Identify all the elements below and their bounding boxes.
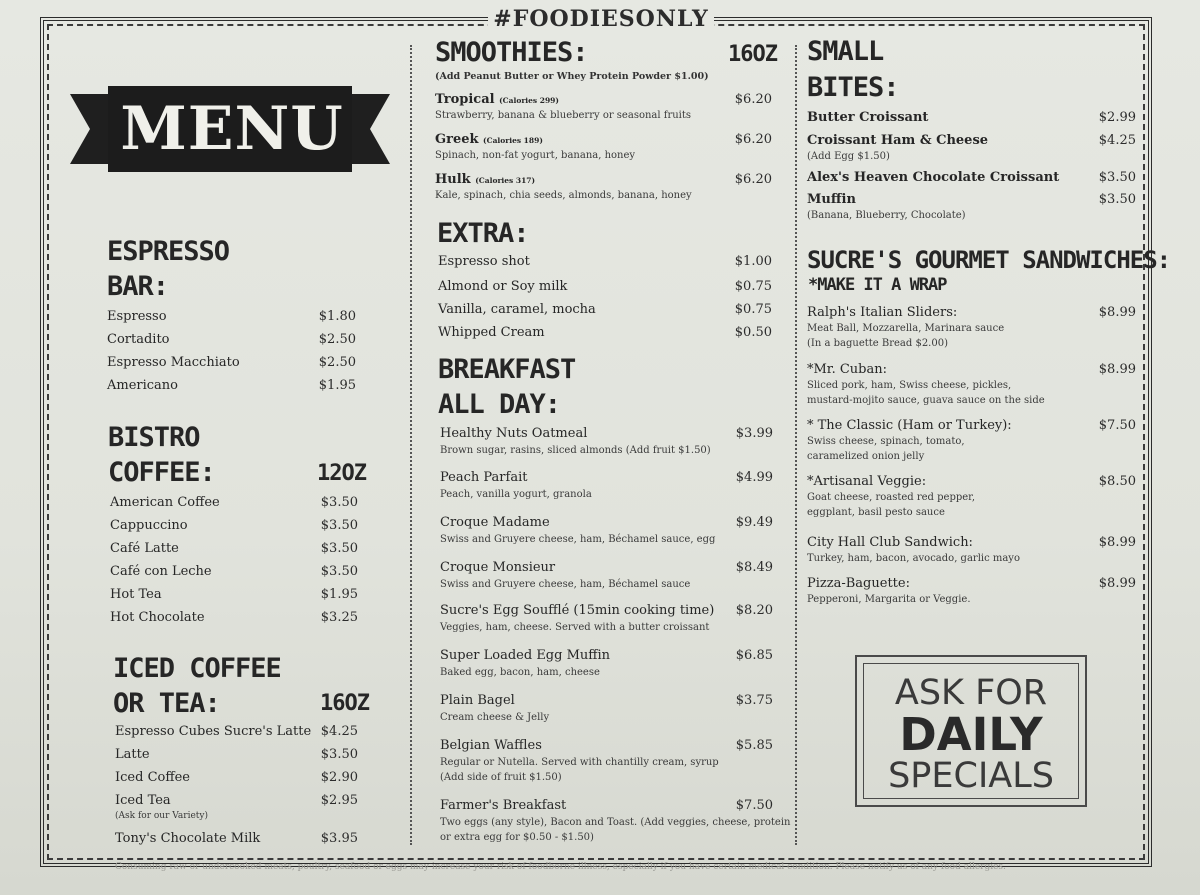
menu-item xyxy=(440,470,773,510)
menu-item-name-text: City Hall Club Sandwich: xyxy=(807,535,973,550)
menu-item-name xyxy=(115,747,150,762)
menu-item-name xyxy=(115,770,190,785)
menu-item-name xyxy=(807,418,1012,433)
menu-item-name xyxy=(807,133,988,148)
menu-item xyxy=(807,474,1136,518)
menu-item-name-text: Espresso shot xyxy=(438,254,530,269)
hashtag-label: #FOODIESONLY xyxy=(488,5,714,33)
menu-item-name-text: Hulk xyxy=(435,172,471,187)
sandwiches-subtitle: *MAKE IT A WRAP xyxy=(808,275,947,295)
menu-item-name xyxy=(440,560,555,575)
menu-item-price: $5.85 xyxy=(735,738,773,753)
menu-item-name xyxy=(440,693,515,708)
menu-item-description: Goat cheese, roasted red pepper, xyxy=(807,492,976,503)
menu-item-price: $3.99 xyxy=(735,426,773,441)
menu-item-name xyxy=(438,254,530,269)
menu-item-name xyxy=(807,110,928,125)
specials-line2: DAILY xyxy=(899,708,1043,761)
menu-item-name-text: Tropical xyxy=(435,92,495,107)
menu-item-price: $4.25 xyxy=(320,724,358,739)
menu-item-price: $8.49 xyxy=(735,560,773,575)
menu-item-name xyxy=(807,305,957,320)
menu-item-name-text: *Artisanal Veggie: xyxy=(807,474,927,489)
daily-specials-box xyxy=(855,655,1087,807)
menu-item-name xyxy=(107,309,167,324)
extra-title: EXTRA: xyxy=(437,218,529,249)
menu-item-description-2: caramelized onion jelly xyxy=(807,451,925,462)
menu-item-price: $0.50 xyxy=(734,325,772,340)
menu-item-name xyxy=(107,378,178,393)
menu-item-description: Swiss and Gruyere cheese, ham, Béchamel sauce, egg xyxy=(440,534,716,545)
menu-item-name xyxy=(438,302,596,317)
menu-item-price: $1.80 xyxy=(318,309,356,324)
menu-item-price: $1.00 xyxy=(734,254,772,269)
menu-item-description: Strawberry, banana & blueberry or seasonal fruits xyxy=(435,110,692,121)
menu-item-name xyxy=(110,495,220,510)
menu-item-name xyxy=(115,831,260,846)
menu-item-description: (Ask for our Variety) xyxy=(115,811,208,821)
menu-item-name-text: Belgian Waffles xyxy=(440,738,542,753)
menu-item-price: $8.99 xyxy=(1098,362,1136,377)
menu-item-name xyxy=(440,426,587,441)
smoothies-title: SMOOTHIES: xyxy=(435,37,588,68)
menu-item-name xyxy=(110,610,205,625)
bistro-coffee-title: BISTRO xyxy=(108,422,200,453)
menu-item-price: $3.25 xyxy=(320,610,358,625)
menu-item-price: $8.99 xyxy=(1098,576,1136,591)
menu-item-name-text: Hot Chocolate xyxy=(110,610,205,625)
menu-item-price: $2.50 xyxy=(318,355,356,370)
menu-item xyxy=(807,418,1136,462)
menu-item xyxy=(440,738,773,783)
menu-item xyxy=(440,693,773,733)
menu-item-description-2: (Add side of fruit $1.50) xyxy=(440,772,562,783)
menu-item-description: Veggies, ham, cheese. Served with a butter croissant xyxy=(440,622,710,633)
menu-item-name-text: Butter Croissant xyxy=(807,110,929,125)
menu-item xyxy=(807,305,1136,349)
menu-item-description: Regular or Nutella. Served with chantilly cream, syrup xyxy=(440,757,719,768)
iced-title-line2: OR TEA: xyxy=(113,688,220,719)
menu-item-price: $3.75 xyxy=(735,693,773,708)
menu-item-description: Spinach, non-fat yogurt, banana, honey xyxy=(435,150,636,161)
menu-item-description: (Add Egg $1.50) xyxy=(807,151,890,162)
menu-item xyxy=(807,192,1136,232)
menu-item-name-text: Ralph's Italian Sliders: xyxy=(807,305,958,320)
menu-item-price: $2.99 xyxy=(1098,110,1136,125)
menu-item-price: $3.50 xyxy=(1098,170,1136,185)
menu-item-description: Two eggs (any style), Bacon and Toast. (Add veggies, cheese, protein xyxy=(440,817,791,828)
menu-item-description: Swiss and Gruyere cheese, ham, Béchamel sauce xyxy=(440,579,691,590)
menu-item-price: $6.20 xyxy=(734,132,772,147)
menu-item xyxy=(440,426,773,466)
menu-item-name xyxy=(438,279,567,294)
menu-item-name-text: Croque Madame xyxy=(440,515,550,530)
menu-item xyxy=(115,793,358,833)
menu-item-description-2: mustard-mojito sauce, guava sauce on the side xyxy=(807,395,1045,406)
menu-item-name xyxy=(110,518,188,533)
menu-item-description: (Banana, Blueberry, Chocolate) xyxy=(807,210,966,221)
menu-item-price: $2.90 xyxy=(320,770,358,785)
menu-item xyxy=(807,576,1136,616)
menu-item-calories: (Calories 189) xyxy=(483,136,543,145)
menu-item-name-text: Super Loaded Egg Muffin xyxy=(440,648,611,663)
small-bites-title-line2: BITES: xyxy=(807,72,899,103)
menu-item-calories: (Calories 317) xyxy=(475,176,536,185)
menu-item-name xyxy=(440,470,527,485)
menu-item-price: $3.95 xyxy=(320,831,358,846)
menu-item-name-text: Espresso Macchiato xyxy=(107,355,240,370)
menu-item xyxy=(110,610,358,650)
specials-line3: SPECIALS xyxy=(888,756,1054,796)
menu-item-name-text: Croque Monsieur xyxy=(440,560,556,575)
menu-item-name-text: Alex's Heaven Chocolate Croissant xyxy=(807,170,1060,185)
menu-item-price: $1.95 xyxy=(320,587,358,602)
menu-item-description: Cream cheese & Jelly xyxy=(440,712,550,723)
menu-item-price: $8.99 xyxy=(1098,305,1136,320)
menu-item xyxy=(435,132,772,172)
menu-item xyxy=(440,798,791,843)
menu-item xyxy=(440,515,773,555)
menu-item-calories: (Calories 299) xyxy=(499,96,559,105)
menu-item-name-text: Vanilla, caramel, mocha xyxy=(438,302,596,317)
menu-item-name-text: Espresso Cubes Sucre's Latte xyxy=(115,724,312,739)
menu-item-name xyxy=(435,172,535,187)
menu-item-price: $3.50 xyxy=(320,518,358,533)
menu-item xyxy=(435,172,772,212)
menu-item-description: Turkey, ham, bacon, avocado, garlic mayo xyxy=(807,553,1020,564)
menu-item xyxy=(807,133,1136,173)
menu-item-price: $0.75 xyxy=(734,279,772,294)
menu-item-name-text: Pizza-Baguette: xyxy=(807,576,910,591)
menu-item-name xyxy=(435,92,559,107)
menu-item-name-text: * The Classic (Ham or Turkey): xyxy=(807,418,1012,433)
menu-item-price: $1.95 xyxy=(318,378,356,393)
bistro-coffee-title-line2: COFFEE: xyxy=(108,457,215,488)
menu-item-price: $8.50 xyxy=(1098,474,1136,489)
menu-item xyxy=(435,92,772,132)
menu-item-description: Sliced pork, ham, Swiss cheese, pickles, xyxy=(807,380,1012,391)
breakfast-title: BREAKFAST xyxy=(438,354,576,385)
menu-item-name xyxy=(807,535,973,550)
breakfast-title-line2: ALL DAY: xyxy=(438,389,561,420)
menu-item-price: $9.49 xyxy=(735,515,773,530)
menu-item-name xyxy=(440,603,714,618)
menu-item-price: $6.20 xyxy=(734,92,772,107)
menu-item xyxy=(807,535,1136,575)
menu-item-name xyxy=(107,355,240,370)
menu-item-price: $2.95 xyxy=(320,793,358,808)
menu-item-description-2: or extra egg for $0.50 - $1.50) xyxy=(440,832,594,843)
menu-item-description: Meat Ball, Mozzarella, Marinara sauce xyxy=(807,323,1005,334)
menu-item-name xyxy=(110,564,212,579)
menu-item-price: $8.20 xyxy=(735,603,773,618)
menu-item-name-text: Croissant Ham & Cheese xyxy=(807,133,989,148)
menu-item-price: $2.50 xyxy=(318,332,356,347)
menu-item-description: Brown sugar, rasins, sliced almonds (Add fruit $1.50) xyxy=(440,445,711,456)
menu-item-name xyxy=(440,798,566,813)
iced-title: ICED COFFEE xyxy=(113,653,281,684)
menu-item xyxy=(440,560,773,600)
menu-item-price: $6.85 xyxy=(735,648,773,663)
menu-item-price: $3.50 xyxy=(320,747,358,762)
column-divider-left xyxy=(410,45,412,845)
iced-size: 16OZ xyxy=(320,691,369,716)
menu-item-name xyxy=(435,132,543,147)
menu-item-name xyxy=(807,362,887,377)
menu-item-name-text: Almond or Soy milk xyxy=(438,279,568,294)
menu-item-name-text: Sucre's Egg Soufflé (15min cooking time) xyxy=(440,603,715,618)
menu-item-price: $3.50 xyxy=(320,495,358,510)
menu-item-description: Peach, vanilla yogurt, granola xyxy=(440,489,592,500)
menu-item-price: $3.50 xyxy=(1098,192,1136,207)
menu-title: MENU xyxy=(120,94,344,164)
menu-item-name-text: Café Latte xyxy=(110,541,179,556)
menu-item-name xyxy=(440,648,610,663)
menu-item-name xyxy=(115,724,311,739)
menu-item-price: $4.99 xyxy=(735,470,773,485)
menu-item-name xyxy=(807,474,926,489)
menu-item-name-text: Healthy Nuts Oatmeal xyxy=(440,426,588,441)
menu-item-name xyxy=(107,332,170,347)
menu-item xyxy=(107,378,356,418)
menu-item-name-text: Greek xyxy=(435,132,479,147)
menu-item-name-text: Peach Parfait xyxy=(440,470,528,485)
menu-item-name-text: Americano xyxy=(107,378,179,393)
menu-item-name-text: Iced Tea xyxy=(115,793,171,808)
menu-item-name-text: Whipped Cream xyxy=(438,325,545,340)
column-divider-right xyxy=(795,45,797,845)
menu-item-name-text: Iced Coffee xyxy=(115,770,190,785)
menu-item-price: $7.50 xyxy=(735,798,773,813)
menu-item-price: $0.75 xyxy=(734,302,772,317)
allergy-disclaimer: Consuming raw or undercooked meats, poultry, seafood or eggs may increase your risk of foodborne illness, especially if you have certain medical condition. Please notify us of any food allergies. xyxy=(115,862,1006,872)
menu-item-name xyxy=(807,576,910,591)
menu-item-price: $6.20 xyxy=(734,172,772,187)
menu-item xyxy=(807,362,1136,406)
menu-item-name-text: Farmer's Breakfast xyxy=(440,798,567,813)
menu-item-name xyxy=(438,325,545,340)
menu-item-description-2: eggplant, basil pesto sauce xyxy=(807,507,945,518)
menu-item-description: Baked egg, bacon, ham, cheese xyxy=(440,667,600,678)
menu-item-name xyxy=(807,192,856,207)
menu-item-name-text: Muffin xyxy=(807,192,856,207)
menu-item-price: $3.50 xyxy=(320,564,358,579)
menu-item xyxy=(440,648,773,688)
smoothies-note: (Add Peanut Butter or Whey Protein Powder $1.00) xyxy=(435,71,709,82)
menu-item-name-text: Cappuccino xyxy=(110,518,188,533)
bistro-coffee-size: 12OZ xyxy=(317,461,366,486)
menu-item-name-text: Espresso xyxy=(107,309,167,324)
menu-item-price: $3.50 xyxy=(320,541,358,556)
menu-item-price: $7.50 xyxy=(1098,418,1136,433)
small-bites-title: SMALL xyxy=(807,36,884,67)
menu-item-name xyxy=(115,793,171,808)
menu-item-name xyxy=(110,587,162,602)
menu-item-name-text: Tony's Chocolate Milk xyxy=(115,831,261,846)
espresso-bar-title-line2: BAR: xyxy=(107,271,169,302)
menu-item-price: $8.99 xyxy=(1098,535,1136,550)
menu-item-name xyxy=(440,738,542,753)
menu-item-description: Swiss cheese, spinach, tomato, xyxy=(807,436,965,447)
menu-item-name-text: American Coffee xyxy=(110,495,220,510)
menu-item-description: Kale, spinach, chia seeds, almonds, banana, honey xyxy=(435,190,692,201)
menu-item-description-2: (In a baguette Bread $2.00) xyxy=(807,338,948,349)
menu-item-description: Pepperoni, Margarita or Veggie. xyxy=(807,594,971,605)
menu-item-name-text: Cortadito xyxy=(107,332,170,347)
espresso-bar-title: ESPRESSO xyxy=(107,236,230,267)
menu-item-name-text: *Mr. Cuban: xyxy=(807,362,888,377)
menu-item-name xyxy=(440,515,550,530)
menu-item-name-text: Café con Leche xyxy=(110,564,212,579)
menu-item-price: $4.25 xyxy=(1098,133,1136,148)
menu-item xyxy=(440,603,773,643)
specials-line1: ASK FOR xyxy=(894,673,1048,713)
menu-item-name-text: Hot Tea xyxy=(110,587,162,602)
menu-item-name-text: Plain Bagel xyxy=(440,693,515,708)
menu-item-name-text: Latte xyxy=(115,747,150,762)
sandwiches-title: SUCRE'S GOURMET SANDWICHES: xyxy=(807,246,1171,274)
menu-item-name xyxy=(807,170,1059,185)
smoothies-size: 16OZ xyxy=(728,42,777,67)
menu-item-name xyxy=(110,541,179,556)
